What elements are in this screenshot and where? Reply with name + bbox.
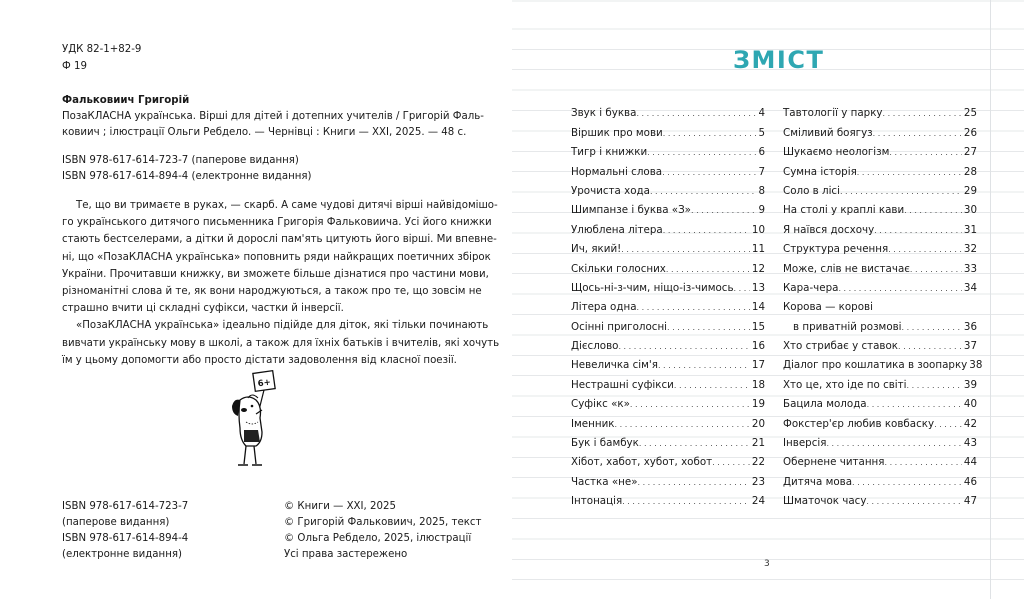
toc-leader-dots <box>636 107 756 119</box>
toc-entry[interactable] <box>783 488 977 507</box>
toc-entry-title: Іменник <box>571 417 615 430</box>
toc-entry[interactable] <box>571 178 765 197</box>
toc-leader-dots <box>663 224 750 236</box>
toc-leader-dots <box>857 166 962 178</box>
toc-entry[interactable] <box>783 139 977 158</box>
toc-entry-page: 24 <box>751 495 765 508</box>
desc-line: різноманітні слова й те, як вони народжуються, а також про те, що зовсім не <box>62 286 482 298</box>
bottom-isbn-2-note: (електронне видання) <box>62 549 182 560</box>
toc-entry-page: 33 <box>963 262 977 275</box>
bottom-isbn-2: ISBN 978-617-614-894-4 <box>62 533 189 544</box>
toc-entry-title: Інверсія <box>783 437 827 450</box>
author-name: Фальковиич Григорій <box>62 95 190 106</box>
toc-entry-title: Нормальні слова <box>571 165 663 178</box>
toc-entry-page: 30 <box>963 204 977 217</box>
toc-entry-page: 28 <box>963 165 977 178</box>
toc-entry-page: 7 <box>758 165 765 178</box>
toc-entry-page: 4 <box>758 107 765 120</box>
toc-leader-dots <box>658 359 750 371</box>
desc-line: України. Прочитавши книжку, ви зможете більше дізнатися про частини мови, <box>62 268 489 280</box>
toc-entry[interactable] <box>571 488 765 507</box>
toc-entry-page: 11 <box>751 243 765 256</box>
toc-entry-title: Фокстер'єр любив ковбаску <box>783 417 935 430</box>
udk-code: УДК 82-1+82-9 <box>62 44 142 55</box>
toc-entry-page: 46 <box>963 475 977 488</box>
toc-entry-page: 13 <box>751 281 765 294</box>
description-paragraph-1 <box>62 197 499 369</box>
toc-entry-title: Щось-ні-з-чим, ніщо-із-чимось <box>571 281 734 294</box>
toc-entry-title: Звук і буква <box>571 107 637 120</box>
toc-leader-dots <box>622 495 750 507</box>
toc-leader-dots <box>674 379 750 391</box>
toc-entry[interactable] <box>571 449 765 468</box>
toc-entry[interactable] <box>571 139 765 158</box>
toc-entry[interactable] <box>571 313 765 332</box>
page-number: 3 <box>764 559 770 569</box>
toc-entry[interactable] <box>571 410 765 429</box>
toc-entry-title: Осінні приголосні <box>571 320 668 333</box>
toc-entry-page: 15 <box>751 320 765 333</box>
toc-entry[interactable] <box>571 216 765 235</box>
toc-leader-dots <box>888 243 962 255</box>
toc-entry[interactable] <box>783 410 977 429</box>
page-margin-line <box>990 0 991 599</box>
toc-leader-dots <box>874 224 962 236</box>
toc-entry[interactable] <box>783 449 977 468</box>
toc-entry-title: Хто стрибає у ставок <box>783 340 899 353</box>
isbn-electronic: ISBN 978-617-614-894-4 (електронне видання) <box>62 171 312 182</box>
toc-entry-title: Шимпанзе і буква «З» <box>571 204 691 217</box>
toc-entry-title: Скільки голосних <box>571 262 666 275</box>
toc-entry-title: Урочиста хода <box>571 184 650 197</box>
toc-entry-page: 31 <box>963 223 977 236</box>
catalog-index: Ф 19 <box>62 61 87 72</box>
toc-leader-dots <box>902 321 962 333</box>
rights-reserved: Усі права застережено <box>284 549 408 560</box>
toc-column-right <box>783 100 983 508</box>
toc-entry[interactable] <box>571 158 765 177</box>
copyright-publisher: © Книги — XXI, 2025 <box>284 501 396 512</box>
toc-entry[interactable] <box>571 275 765 294</box>
toc-leader-dots <box>873 127 962 139</box>
toc-entry[interactable] <box>783 178 977 197</box>
toc-leader-dots <box>826 437 961 449</box>
toc-entry-page: 44 <box>963 456 977 469</box>
desc-line: вивчати українську мову в школі, а також для їхніх батьків і вчителів, які хочуть <box>62 337 500 349</box>
toc-entry-page: 38 <box>969 359 983 372</box>
toc-entry-page: 19 <box>751 398 765 411</box>
toc-entry[interactable] <box>571 468 765 487</box>
toc-leader-dots <box>639 437 750 449</box>
toc-leader-dots <box>662 166 756 178</box>
toc-entry-title: Соло в лісі <box>783 184 840 197</box>
toc-entry[interactable] <box>783 313 977 332</box>
toc-entry-page: 43 <box>963 437 977 450</box>
toc-leader-dots <box>630 398 750 410</box>
desc-line: ні, що «ПозаКЛАСНА українська» поповнить ряди найкращих поетичних збірок <box>62 251 491 263</box>
toc-entry-page: 22 <box>751 456 765 469</box>
bottom-isbn-1: ISBN 978-617-614-723-7 <box>62 501 189 512</box>
toc-leader-dots <box>866 495 961 507</box>
toc-leader-dots <box>840 185 962 197</box>
toc-entry-page: 12 <box>751 262 765 275</box>
toc-entry-title: Бацила молода <box>783 398 867 411</box>
toc-entry[interactable] <box>571 391 765 410</box>
toc-entry-title: Улюблена літера <box>571 223 663 236</box>
toc-entry[interactable] <box>571 236 765 255</box>
desc-line: страшно вчити ці складні суфікси, частки й інверсії. <box>62 303 344 315</box>
toc-entry[interactable] <box>571 352 765 371</box>
toc-entry-title: Тавтології у парку <box>783 107 883 120</box>
toc-entry-title: Обернене читання <box>783 456 885 469</box>
toc-entry-title: Ич, який! <box>571 243 622 256</box>
desc-line: їм у цьому допомогти або просто дістати задоволення від класної поезії. <box>62 354 457 366</box>
toc-leader-dots <box>650 185 756 197</box>
toc-entry-page: 14 <box>751 301 765 314</box>
toc-entry-page: 42 <box>963 417 977 430</box>
toc-leader-dots <box>910 263 962 275</box>
toc-entry-title: Інтонація <box>571 495 623 508</box>
toc-leader-dots <box>663 127 757 139</box>
desc-line: Те, що ви тримаєте в руках, — скарб. А саме чудові дитячі вірші найвідомішо- <box>76 200 498 211</box>
toc-entry-title: Хто це, хто іде по світі <box>783 378 907 391</box>
toc-entry[interactable] <box>783 119 977 138</box>
toc-entry-page: 16 <box>751 340 765 353</box>
toc-entry-title: Може, слів не вистачає <box>783 262 910 275</box>
toc-leader-dots <box>647 146 756 158</box>
toc-leader-dots <box>889 146 962 158</box>
toc-entry-title: Структура речення <box>783 243 889 256</box>
toc-leader-dots <box>838 282 961 294</box>
toc-leader-dots <box>637 301 750 313</box>
toc-leader-dots <box>884 456 961 468</box>
biblio-line-1: ПозаКЛАСНА українська. Вірші для дітей і дотепних учителів / Григорій Фаль- <box>62 111 484 122</box>
toc-leader-dots <box>907 379 962 391</box>
toc-entry[interactable] <box>783 158 977 177</box>
toc-entry-title: Частка «не» <box>571 475 638 488</box>
toc-entry-page: 18 <box>751 378 765 391</box>
toc-entry-page: 26 <box>963 126 977 139</box>
toc-entry[interactable] <box>571 430 765 449</box>
toc-entry[interactable] <box>571 333 765 352</box>
toc-entry-title: Сміливий боягуз <box>783 126 873 139</box>
toc-entry[interactable] <box>783 216 977 235</box>
bottom-isbn-1-note: (паперове видання) <box>62 517 170 528</box>
toc-entry-page: 47 <box>963 495 977 508</box>
toc-entry[interactable] <box>783 468 977 487</box>
toc-entry-title: Корова — корові <box>783 301 873 314</box>
toc-entry-page: 37 <box>963 340 977 353</box>
toc-entry-title: Хібот, хабот, хубот, хобот <box>571 456 713 469</box>
toc-entry-title: Сумна історія <box>783 165 857 178</box>
desc-line: «ПозаКЛАСНА українська» ідеально підійде для діток, які тільки починають <box>76 320 489 332</box>
toc-entry-title: Кара-чера <box>783 281 839 294</box>
toc-leader-dots <box>691 204 756 216</box>
toc-entry-page: 9 <box>758 204 765 217</box>
copyright-author: © Григорій Фальковиич, 2025, текст <box>284 517 482 528</box>
toc-leader-dots <box>712 456 750 468</box>
toc-entry-page: 36 <box>963 320 977 333</box>
toc-leader-dots <box>934 418 962 430</box>
toc-entry[interactable] <box>571 119 765 138</box>
toc-entry[interactable] <box>571 371 765 390</box>
toc-entry-page: 34 <box>963 281 977 294</box>
toc-entry[interactable] <box>783 391 977 410</box>
toc-entry-page: 17 <box>751 359 765 372</box>
toc-leader-dots <box>904 204 962 216</box>
toc-entry-page: 25 <box>963 107 977 120</box>
toc-entry[interactable] <box>783 352 983 372</box>
toc-column-left <box>571 100 765 507</box>
toc-entry[interactable] <box>571 255 765 274</box>
toc-leader-dots <box>867 398 962 410</box>
toc-leader-dots <box>667 321 750 333</box>
toc-entry[interactable] <box>783 275 977 294</box>
toc-entry-title: Суфікс «к» <box>571 398 630 411</box>
toc-entry-page: 6 <box>758 146 765 159</box>
desc-line: го українського дитячого письменника Григорія Фальковиича. Усі його книжки <box>62 217 492 229</box>
toc-leader-dots <box>615 418 750 430</box>
toc-entry[interactable] <box>783 100 977 119</box>
isbn-print: ISBN 978-617-614-723-7 (паперове видання) <box>62 155 299 166</box>
toc-entry-title: Тигр і книжки <box>571 146 648 159</box>
toc-entry[interactable] <box>571 294 765 313</box>
toc-leader-dots <box>883 107 962 119</box>
toc-leader-dots <box>638 476 750 488</box>
toc-entry-page: 23 <box>751 475 765 488</box>
toc-entry-page: 39 <box>963 378 977 391</box>
age-rating-sign: 6+ <box>257 377 272 390</box>
copyright-illustrator: © Ольга Ребдело, 2025, ілюстрації <box>284 533 472 544</box>
toc-entry[interactable] <box>783 430 977 449</box>
toc-entry[interactable] <box>571 197 765 216</box>
toc-entry[interactable] <box>783 236 977 255</box>
biblio-line-2: ковиич ; ілюстрації Ольги Ребдело. — Чернівці : Книги — XXI, 2025. — 48 с. <box>62 127 467 138</box>
toc-entry-page: 5 <box>758 126 765 139</box>
toc-entry[interactable] <box>783 371 977 390</box>
toc-leader-dots <box>666 263 750 275</box>
toc-entry-title: Літера одна <box>571 301 637 314</box>
toc-entry-page: 21 <box>751 437 765 450</box>
dog-with-sign-illustration <box>218 370 286 470</box>
toc-leader-dots <box>618 340 749 352</box>
toc-leader-dots <box>621 243 750 255</box>
toc-entry-page: 32 <box>963 243 977 256</box>
toc-entry-title: Дієслово <box>571 340 619 353</box>
toc-entry[interactable] <box>783 255 977 274</box>
toc-entry-title: Віршик про мови <box>571 126 663 139</box>
toc-entry-page: 40 <box>963 398 977 411</box>
toc-entry-page: 20 <box>751 417 765 430</box>
toc-entry-title: Шукаємо неологізм <box>783 146 890 159</box>
toc-entry-title: Бук і бамбук <box>571 437 639 450</box>
toc-entry-page: 29 <box>963 184 977 197</box>
toc-entry-title: Невеличка сім'я <box>571 359 658 372</box>
toc-entry[interactable] <box>783 333 977 352</box>
toc-entry-title: На столі у краплі кави <box>783 204 905 217</box>
toc-leader-dots <box>734 282 750 294</box>
toc-entry-title: Шматочок часу <box>783 495 867 508</box>
desc-line: стають бестселерами, а дітки й дорослі пам'ять цитують його вірші. Ми впевне- <box>62 234 497 246</box>
toc-entry-page: 27 <box>963 146 977 159</box>
toc-entry[interactable] <box>571 100 765 119</box>
toc-entry-title: Діалог про кошлатика в зоопарку <box>783 359 968 372</box>
toc-entry-page: 8 <box>758 184 765 197</box>
toc-entry[interactable] <box>783 197 977 216</box>
toc-entry-title: в приватній розмові <box>793 320 902 333</box>
toc-entry-title: Я наївся досхочу <box>783 223 875 236</box>
toc-leader-dots <box>898 340 962 352</box>
toc-entry-title: Нестрашні суфікси <box>571 378 674 391</box>
toc-leader-dots <box>852 476 962 488</box>
toc-entry-title: Дитяча мова <box>783 475 853 488</box>
contents-title: ЗМІСТ <box>733 46 825 74</box>
toc-entry[interactable] <box>783 294 977 313</box>
toc-entry-page: 10 <box>751 223 765 236</box>
